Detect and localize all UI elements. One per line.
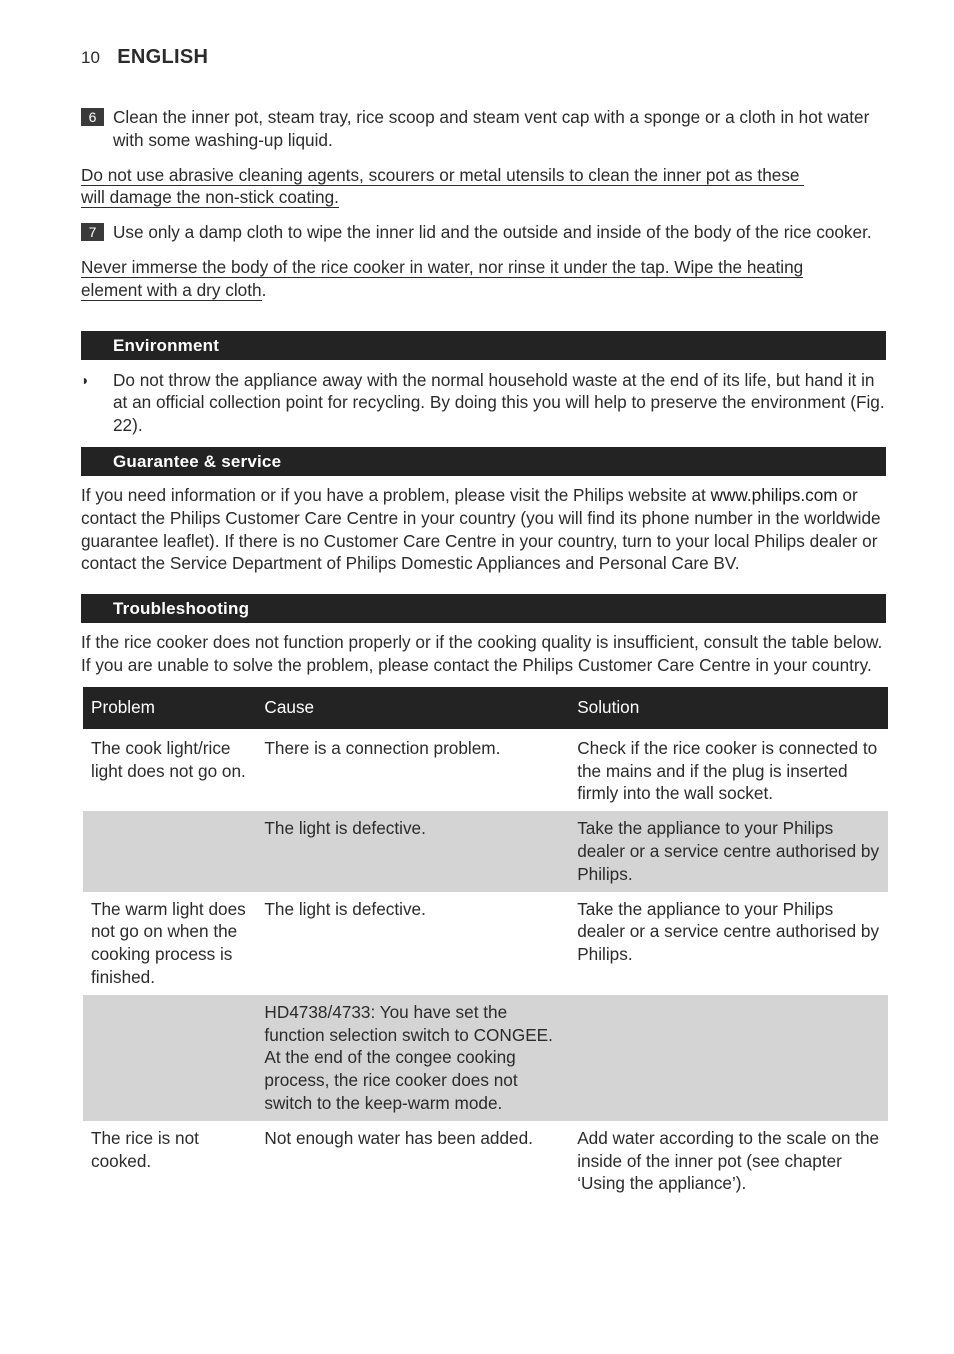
warning-line: element with a dry cloth xyxy=(81,279,262,300)
step-text: Use only a damp cloth to wipe the inner lid and the outside and inside of the body of the rice cooker. xyxy=(113,222,872,243)
page-number: 10 xyxy=(81,48,100,67)
step-7 xyxy=(81,221,886,244)
environment-bullet-item xyxy=(81,369,886,437)
language-title: ENGLISH xyxy=(117,46,209,68)
table-row xyxy=(83,729,888,811)
cause-cell: There is a connection problem. xyxy=(264,737,501,758)
problem-cell: The warm light does not go on when the cooking process is finished. xyxy=(91,898,246,987)
warning-line: will damage the non-stick coating. xyxy=(81,187,339,208)
section-header-guarantee: Guarantee & service xyxy=(81,447,886,476)
warning-line: Never immerse the body of the rice cooker in water, nor rinse it under the tap. Wipe the heating xyxy=(81,256,804,277)
problem-cell xyxy=(83,995,256,1121)
column-header-solution: Solution xyxy=(569,687,888,729)
bullet-icon: ◗ xyxy=(81,371,90,388)
philips-website-link[interactable]: www.philips.com xyxy=(710,484,838,505)
solution-cell: Check if the rice cooker is connected to the mains and if the plug is inserted firmly into the wall socket. xyxy=(577,737,878,804)
cause-cell: The light is defective. xyxy=(264,898,426,919)
guarantee-paragraph xyxy=(81,484,886,575)
table-row xyxy=(83,811,888,891)
warning-line: Do not use abrasive cleaning agents, scourers or metal utensils to clean the inner pot as these xyxy=(81,165,804,186)
cause-cell: The light is defective. xyxy=(256,811,569,891)
troubleshooting-intro: If the rice cooker does not function properly or if the cooking quality is insufficient, consult the table below. If you are unable to solve the problem, please contact the Philips Customer Care Centre in your country. xyxy=(81,632,883,675)
problem-cell xyxy=(83,811,256,891)
guarantee-text: If you need information or if you have a problem, please visit the Philips website at xyxy=(81,484,711,505)
table-header-row xyxy=(83,687,888,729)
guarantee-text-continued: or contact the Philips Customer Care Centre in your country (you will find its phone number in the worldwide guarantee leaflet). If there is no Customer Care Centre in your country, turn to your local Philips dealer or contact the Service Department of Philips Domestic Appliances and Personal Care BV. xyxy=(81,484,881,574)
environment-text: Do not throw the appliance away with the normal household waste at the end of its life, but hand it in at an official collection point for recycling. By doing this you will help to preserve the environment (Fig. 22). xyxy=(113,369,885,436)
page-content xyxy=(81,106,886,1201)
problem-cell: The rice is not cooked. xyxy=(91,1127,199,1171)
section-header-troubleshooting: Troubleshooting xyxy=(81,594,886,623)
page-header xyxy=(81,46,208,69)
warning-immerse: Never immerse the body of the rice cooker in water, nor rinse it under the tap. Wipe the heating element with a dry cloth. xyxy=(81,256,804,300)
cause-cell: Not enough water has been added. xyxy=(264,1127,533,1148)
warning-nonstick xyxy=(81,164,886,210)
solution-cell xyxy=(569,995,888,1121)
step-6 xyxy=(81,106,886,152)
table-row xyxy=(83,1121,888,1201)
step-number-badge: 6 xyxy=(81,108,104,126)
step-number-badge: 7 xyxy=(81,223,104,241)
solution-cell: Take the appliance to your Philips dealer or a service centre authorised by Philips. xyxy=(569,811,888,891)
column-header-problem: Problem xyxy=(83,687,256,729)
cause-cell: HD4738/4733: You have set the function selection switch to CONGEE. At the end of the congee cooking process, the rice cooker does not switch to the keep-warm mode. xyxy=(256,995,569,1121)
table-row xyxy=(83,995,888,1121)
problem-cell: The cook light/rice light does not go on. xyxy=(91,737,246,781)
section-header-environment: Environment xyxy=(81,331,886,360)
troubleshooting-table xyxy=(83,687,888,1201)
solution-cell: Take the appliance to your Philips dealer or a service centre authorised by Philips. xyxy=(577,898,880,965)
column-header-cause: Cause xyxy=(256,687,569,729)
solution-cell: Add water according to the scale on the inside of the inner pot (see chapter ‘Using the appliance’). xyxy=(577,1127,880,1194)
table-row xyxy=(83,892,888,995)
step-text: Clean the inner pot, steam tray, rice scoop and steam vent cap with a sponge or a cloth in hot water with some washing-up liquid. xyxy=(113,107,870,150)
